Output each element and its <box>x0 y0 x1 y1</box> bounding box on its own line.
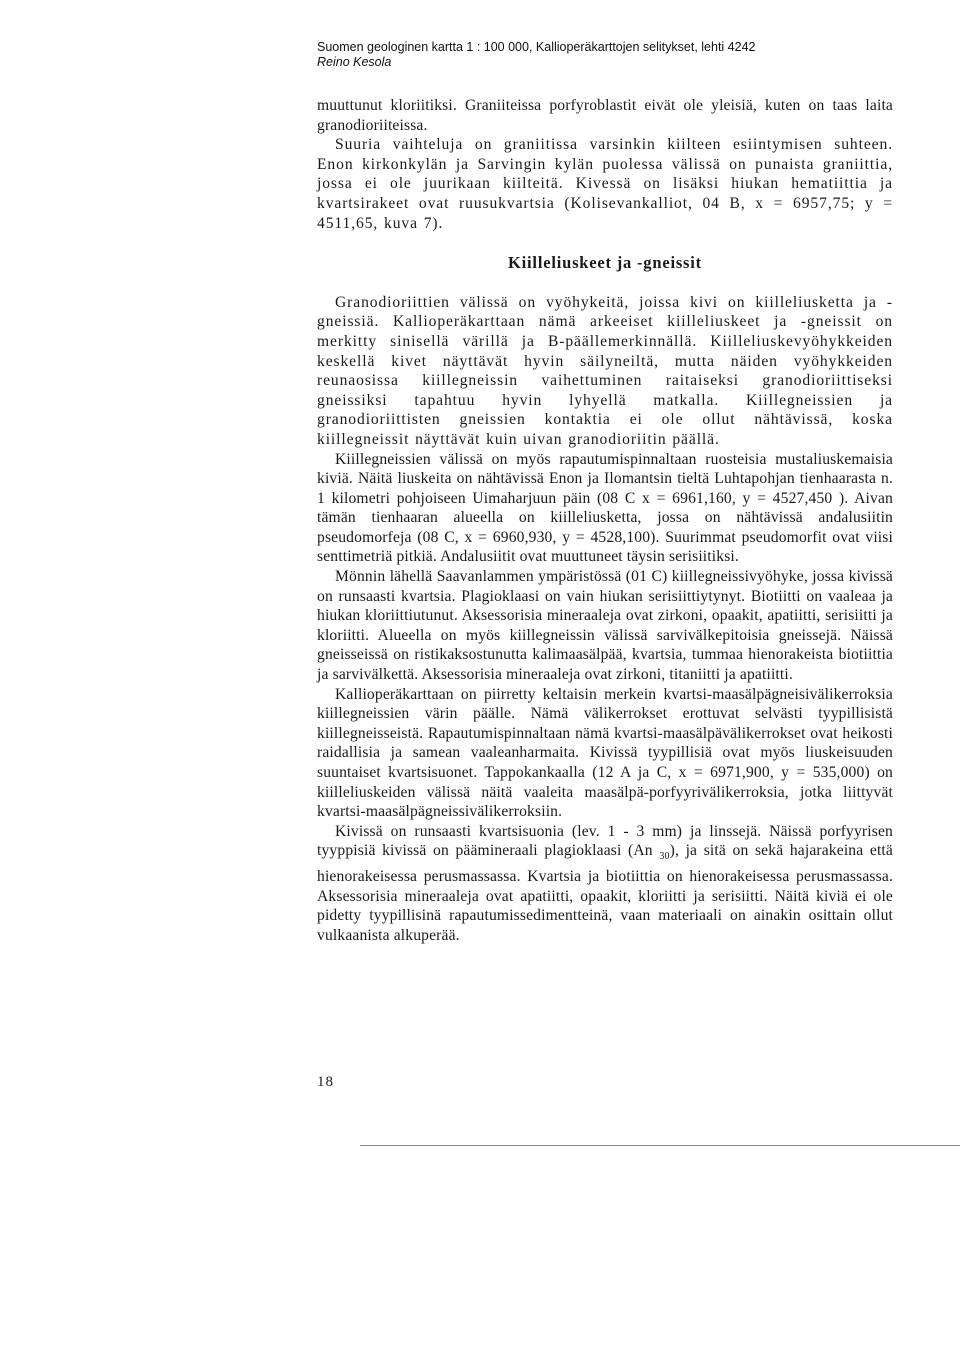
author-name: Reino Kesola <box>317 55 392 69</box>
paragraph-section-5 <box>317 822 893 946</box>
paragraph-section-3: Mönnin lähellä Saavanlammen ympäristössä (01 C) kiillegneissivyöhyke, jossa kivissä on runsaasti kvartsia. Plagioklaasi on vain hiukan serisiittiytynyt. Biotiitti on vaaleaa ja hiukan kloriittiutunut. Aksessorisia mineraaleja ovat zirkoni, opaakit, apatiitti, serisiitti ja kloriitti. Alueella on myös kiillegneissin välissä sarvivälkepitoisia gneissejä. Näissä gneisseissä on ristikaksostunutta kalimaasälpää, kvartsia, tummaa hienorakeista biotiittia ja sarvivälkettä. Aksessorisia mineraaleja ovat zirkoni, titaniitti ja apatiitti. <box>317 568 893 684</box>
series-title: Suomen geologinen kartta 1 : 100 000, Kallioperäkarttojen selitykset, lehti 4242 <box>317 40 756 54</box>
paragraph-intro-2: Suuria vaihteluja on graniitissa varsinkin kiilteen esiintymisen suhteen. Enon kirkonkylän ja Sarvingin kylän puolessa välissä on punaista graniittia, jossa ei ole juurikaan kiilteitä. Kivessä on lisäksi hiukan hematiittia ja kvartsirakeet ovat ruusukvartsia (Kolisevankalliot, 04 B, x = 6957,75; y = 4511,65, kuva 7). <box>317 136 893 232</box>
scan-edge-line <box>360 1145 960 1146</box>
paragraph-intro-1: muuttunut kloriitiksi. Graniiteissa porfyroblastit eivät ole yleisiä, kuten on taas laita granodioriiteissa. <box>317 97 893 134</box>
running-header <box>317 40 877 70</box>
paragraph-section-1: Granodioriittien välissä on vyöhykeitä, joissa kivi on kiilleliusketta ja -gneissiä. Kallioperäkarttaan nämä arkeeiset kiilleliuskeet ja -gneissit on merkitty sinisellä värillä ja B-päällemerkinnällä. Kiilleliuskevyöhykkeiden keskellä kivet näyttävät hyvin säilyneiltä, mutta näiden vyöhykkeiden reunaosissa kiillegneissin vaihettuminen raitaiseksi granodioriittiseksi gneissiksi tapahtuu hyvin lyhyellä matkalla. Kiillegneissien ja granodioriittisten gneissien kontaktia ei ole ollut nähtävissä, koska kiillegneissit näyttävät kuin uivan granodioriitin päällä. <box>317 293 893 448</box>
paragraph-section-5-part-a: Kivissä on runsaasti kvartsisuonia (lev. 1 - 3 mm) ja linssejä. Näissä porfyyrisen tyyppisiä kivissä on päämineraali plagioklaasi (An <box>317 822 893 860</box>
subscript-value: 30 <box>659 851 670 863</box>
paragraph-section-5-part-b: ), ja sitä on sekä hajarakeina että hienorakeisessa perusmassassa. Kvartsia ja biotiittia on hienorakeisessa perusmassassa. Aksessorisia mineraaleja ovat apatiitti, opaakit, kloriitti ja serisiitti. Näitä kiviä ei ole pidetty tyypillisinä rapautumissedimentteinä, vaan materiaali on ainakin osittain ollut vulkaanista alkuperää. <box>317 842 893 944</box>
page-number: 18 <box>317 1074 334 1090</box>
section-heading: Kiilleliuskeet ja -gneissit <box>508 253 702 273</box>
paragraph-section-4: Kallioperäkarttaan on piirretty keltaisin merkein kvartsi-maasälpägneisivälikerroksia kiillegneissien värin päälle. Nämä välikerrokset erottuvat selvästi tyypillisistä kiillegneisseistä. Rapautumispinnaltaan nämä kvartsi-maasälpävälikerrokset ovat heikosti raidallisia ja samean vaaleanharmaita. Kivissä tyypillisiä ovat myös liuskeisuuden suuntaiset kvartsisuonet. Tappokankaalla (12 A ja C, x = 6971,900, y = 535,000) on kiilleliuskeiden välissä näitä vaaleita maasälpä-porfyyrivälikerroksia, jotka liittyvät kvartsi-maasälpägneissivälikerroksiin. <box>317 685 893 821</box>
body-text <box>317 96 893 945</box>
paragraph-section-2: Kiillegneissien välissä on myös rapautumispinnaltaan ruosteisia mustaliuskemaisia kiviä. Näitä liuskeita on nähtävissä Enon ja Ilomantsin tieltä Luhtapohjan tienhaarasta n. 1 kilometri pohjoiseen Uimaharjuun päin (08 C x = 6961,160, y = 4527,450 ). Aivan tämän tienhaaran alueella on kiilleliusketta, jossa on nähtävissä andalusiitin pseudomorfeja (08 C, x = 6960,930, y = 4528,100). Suurimmat pseudomorfit ovat viisi senttimetriä pitkiä. Andalusiitit ovat muuttuneet täysin serisiitiksi. <box>317 450 893 566</box>
